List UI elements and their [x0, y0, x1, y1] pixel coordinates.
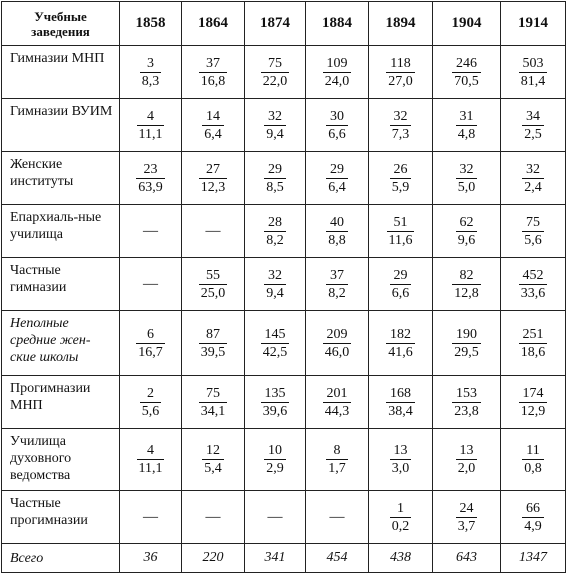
percent-value: 6,4	[204, 126, 222, 142]
fraction	[452, 326, 481, 361]
fraction	[456, 500, 478, 535]
count-value: 109	[326, 55, 348, 71]
table-cell	[120, 429, 182, 491]
table-row	[2, 311, 566, 376]
percent-value: 2,4	[524, 179, 542, 195]
percent-value: 4,8	[457, 126, 476, 142]
table-cell	[182, 99, 245, 152]
fraction	[387, 214, 415, 249]
count-value: 87	[206, 326, 220, 342]
table-cell	[182, 311, 245, 376]
table-cell	[501, 258, 566, 311]
row-label: Гимназии ВУИМ	[2, 99, 120, 152]
table-cell	[306, 152, 369, 205]
table-cell	[120, 311, 182, 376]
percent-value: 81,4	[520, 73, 546, 89]
count-value: 34	[526, 108, 540, 124]
fraction	[261, 326, 290, 361]
fraction	[261, 55, 290, 90]
count-value: 27	[206, 161, 220, 177]
dash: —	[143, 223, 158, 239]
percent-value: 9,4	[266, 285, 284, 301]
count-value: 32	[268, 267, 282, 283]
total-value: 341	[245, 544, 306, 573]
fraction	[452, 267, 481, 302]
fraction	[390, 161, 412, 196]
count-value: 251	[522, 326, 544, 342]
table-cell	[501, 429, 566, 491]
count-value: 75	[206, 385, 220, 401]
fraction	[522, 161, 544, 196]
fraction	[522, 500, 544, 535]
fraction	[522, 108, 544, 143]
fraction	[137, 442, 165, 477]
table-cell	[245, 205, 306, 258]
dash: —	[143, 276, 158, 292]
count-value: 66	[526, 500, 540, 516]
fraction	[519, 267, 548, 302]
count-value: 168	[390, 385, 411, 401]
table-cell	[182, 429, 245, 491]
count-value: 82	[459, 267, 474, 283]
fraction	[264, 108, 286, 143]
fraction	[522, 214, 544, 249]
fraction	[326, 442, 348, 477]
table-cell	[501, 152, 566, 205]
fraction	[261, 385, 290, 420]
percent-value: 16,7	[138, 344, 163, 360]
count-value: 26	[393, 161, 408, 177]
table-cell	[245, 429, 306, 491]
count-value: 37	[206, 55, 220, 71]
fraction	[519, 385, 548, 420]
fraction	[326, 161, 348, 196]
table-cell	[120, 258, 182, 311]
year-header: 1858	[120, 2, 182, 46]
table-cell	[245, 46, 306, 99]
table-cell	[433, 99, 501, 152]
table-row	[2, 205, 566, 258]
table-cell	[245, 311, 306, 376]
fraction	[456, 108, 478, 143]
fraction	[326, 108, 348, 143]
percent-value: 5,4	[204, 461, 222, 476]
percent-value: 6,4	[328, 179, 346, 195]
count-value: 4	[146, 443, 154, 458]
table-cell	[433, 491, 501, 544]
percent-value: 39,6	[262, 403, 288, 419]
fraction	[140, 385, 162, 420]
percent-value: 0,2	[391, 518, 410, 534]
table-cell	[306, 46, 369, 99]
row-label: Епархиаль-ные училища	[2, 205, 120, 258]
count-value: 201	[326, 385, 348, 401]
row-label: Гимназии МНП	[2, 46, 120, 99]
percent-value: 16,8	[200, 73, 226, 89]
count-value: 75	[526, 214, 540, 230]
fraction	[390, 108, 412, 143]
count-value: 32	[526, 161, 540, 177]
percent-value: 4,9	[524, 518, 542, 534]
fraction	[519, 55, 548, 90]
fraction	[136, 326, 165, 361]
count-value: 32	[459, 161, 474, 177]
fraction	[452, 385, 481, 420]
fraction	[199, 55, 228, 90]
table-cell	[245, 99, 306, 152]
percent-value: 5,6	[141, 403, 160, 419]
fraction	[452, 55, 481, 90]
table-cell	[245, 376, 306, 429]
percent-value: 27,0	[388, 73, 413, 89]
table-cell	[501, 376, 566, 429]
count-value: 452	[522, 267, 544, 283]
table-cell	[433, 429, 501, 491]
count-value: 503	[522, 55, 544, 71]
count-value: 13	[459, 443, 474, 458]
table-cell	[501, 46, 566, 99]
table-row	[2, 152, 566, 205]
percent-value: 3,0	[391, 461, 410, 476]
fraction	[199, 326, 228, 361]
table-cell	[120, 46, 182, 99]
percent-value: 8,5	[266, 179, 284, 195]
percent-value: 7,3	[391, 126, 410, 142]
row-label: Частные гимназии	[2, 258, 120, 311]
percent-value: 42,5	[262, 344, 288, 360]
table-row	[2, 46, 566, 99]
count-value: 153	[456, 385, 477, 401]
fraction	[264, 267, 286, 302]
percent-value: 12,3	[200, 179, 226, 195]
percent-value: 46,0	[324, 344, 350, 360]
header-row	[2, 2, 566, 46]
table-cell	[120, 99, 182, 152]
table-cell	[120, 152, 182, 205]
table-cell	[433, 258, 501, 311]
count-value: 32	[393, 108, 408, 124]
percent-value: 6,6	[328, 126, 346, 142]
table-cell	[369, 46, 433, 99]
table-cell	[306, 491, 369, 544]
fraction	[199, 385, 228, 420]
fraction	[390, 267, 412, 302]
count-value: 209	[326, 326, 348, 342]
fraction	[386, 326, 415, 361]
row-label: Прогимназии МНП	[2, 376, 120, 429]
fraction	[456, 214, 478, 249]
year-header: 1904	[433, 2, 501, 46]
fraction	[456, 442, 478, 477]
table-cell	[369, 311, 433, 376]
percent-value: 39,5	[200, 344, 226, 360]
fraction	[264, 214, 286, 249]
dash: —	[329, 509, 345, 525]
table-cell	[182, 152, 245, 205]
fraction	[202, 108, 224, 143]
count-value: 145	[264, 326, 286, 342]
table-cell	[306, 258, 369, 311]
count-value: 40	[330, 214, 344, 230]
table-row	[2, 258, 566, 311]
fraction	[264, 442, 286, 477]
total-value: 36	[120, 544, 182, 573]
table-cell	[306, 429, 369, 491]
fraction	[519, 326, 548, 361]
percent-value: 8,8	[328, 232, 346, 248]
table-cell	[433, 376, 501, 429]
total-value: 220	[182, 544, 245, 573]
table-cell	[182, 205, 245, 258]
percent-value: 5,0	[457, 179, 476, 195]
fraction	[386, 55, 415, 90]
count-value: 190	[456, 326, 477, 342]
count-value: 12	[206, 443, 220, 458]
count-value: 118	[390, 55, 411, 71]
count-value: 32	[268, 108, 282, 124]
table-cell	[369, 491, 433, 544]
fraction	[522, 442, 544, 477]
fraction	[326, 214, 348, 249]
percent-value: 11,1	[138, 126, 163, 142]
total-value: 454	[306, 544, 369, 573]
row-label: Частные прогимназии	[2, 491, 120, 544]
fraction	[323, 385, 352, 420]
table-row	[2, 491, 566, 544]
row-label: Женские институты	[2, 152, 120, 205]
row-label: Неполные средние жен-ские школы	[2, 311, 120, 376]
count-value: 182	[390, 326, 411, 342]
total-row	[2, 544, 566, 573]
table-cell	[369, 376, 433, 429]
percent-value: 41,6	[388, 344, 413, 360]
year-header: 1914	[501, 2, 566, 46]
table-cell	[369, 205, 433, 258]
count-value: 174	[522, 385, 544, 401]
year-header: 1864	[182, 2, 245, 46]
total-value: 643	[433, 544, 501, 573]
table-cell	[369, 258, 433, 311]
percent-value: 0,8	[524, 461, 542, 476]
table-cell	[306, 311, 369, 376]
fraction	[199, 267, 228, 302]
table-cell	[433, 152, 501, 205]
table-cell	[433, 311, 501, 376]
total-value: 1347	[501, 544, 566, 573]
table-row	[2, 429, 566, 491]
fraction	[137, 108, 165, 143]
count-value: 29	[330, 161, 344, 177]
dash: —	[205, 509, 221, 525]
percent-value: 29,5	[454, 344, 479, 360]
count-value: 30	[330, 108, 344, 124]
table-row	[2, 376, 566, 429]
percent-value: 23,8	[454, 403, 479, 419]
percent-value: 12,9	[520, 403, 546, 419]
fraction	[326, 267, 348, 302]
percent-value: 2,5	[524, 126, 542, 142]
table-cell	[369, 152, 433, 205]
count-value: 28	[268, 214, 282, 230]
count-value: 62	[459, 214, 474, 230]
count-value: 135	[264, 385, 286, 401]
count-value: 31	[459, 108, 474, 124]
fraction	[386, 385, 415, 420]
dash: —	[143, 509, 158, 525]
count-value: 6	[147, 326, 154, 342]
table-cell	[433, 205, 501, 258]
fraction	[323, 326, 352, 361]
percent-value: 8,3	[141, 73, 160, 89]
count-value: 37	[330, 267, 344, 283]
table-cell	[306, 376, 369, 429]
percent-value: 11,1	[138, 461, 163, 476]
percent-value: 3,7	[457, 518, 476, 534]
count-value: 75	[268, 55, 282, 71]
table-cell	[369, 99, 433, 152]
table-cell	[120, 376, 182, 429]
count-value: 2	[147, 385, 154, 401]
table-cell	[501, 311, 566, 376]
count-value: 246	[456, 55, 477, 71]
percent-value: 1,7	[328, 461, 346, 476]
year-header: 1894	[369, 2, 433, 46]
table-cell	[433, 46, 501, 99]
table-cell	[182, 376, 245, 429]
table-cell	[306, 205, 369, 258]
percent-value: 5,9	[391, 179, 410, 195]
fraction	[202, 442, 224, 477]
percent-value: 44,3	[324, 403, 350, 419]
percent-value: 5,6	[524, 232, 542, 248]
statistics-table	[1, 1, 566, 573]
year-header: 1884	[306, 2, 369, 46]
table-cell	[501, 99, 566, 152]
table-cell	[245, 491, 306, 544]
percent-value: 2,9	[266, 461, 284, 476]
fraction	[264, 161, 286, 196]
table-cell	[245, 152, 306, 205]
table-cell	[120, 491, 182, 544]
count-value: 11	[526, 443, 540, 458]
table-cell	[245, 258, 306, 311]
percent-value: 9,6	[457, 232, 476, 248]
fraction	[390, 500, 412, 535]
percent-value: 11,6	[388, 232, 413, 248]
percent-value: 24,0	[324, 73, 350, 89]
percent-value: 8,2	[328, 285, 346, 301]
count-value: 3	[147, 55, 154, 71]
dash: —	[205, 223, 221, 239]
fraction	[456, 161, 478, 196]
table-cell	[120, 205, 182, 258]
table-cell	[369, 429, 433, 491]
percent-value: 9,4	[266, 126, 284, 142]
fraction	[199, 161, 228, 196]
count-value: 8	[333, 443, 341, 458]
count-value: 4	[146, 108, 154, 124]
count-value: 29	[393, 267, 408, 283]
percent-value: 33,6	[520, 285, 546, 301]
table-cell	[501, 205, 566, 258]
count-value: 55	[206, 267, 220, 283]
count-value: 29	[268, 161, 282, 177]
count-value: 1	[397, 500, 404, 516]
table-cell	[306, 99, 369, 152]
percent-value: 8,2	[266, 232, 284, 248]
fraction	[140, 55, 162, 90]
table-cell	[182, 46, 245, 99]
fraction	[136, 161, 165, 196]
percent-value: 6,6	[391, 285, 410, 301]
table-cell	[501, 491, 566, 544]
total-label: Всего	[2, 544, 120, 573]
count-value: 14	[206, 108, 220, 124]
percent-value: 22,0	[262, 73, 288, 89]
table-cell	[182, 258, 245, 311]
row-label: Училища духовного ведомства	[2, 429, 120, 491]
percent-value: 34,1	[200, 403, 226, 419]
count-value: 51	[393, 214, 408, 230]
table-cell	[182, 491, 245, 544]
year-header: 1874	[245, 2, 306, 46]
count-value: 13	[393, 443, 408, 458]
header-label: Учебные заведения	[2, 2, 120, 46]
percent-value: 70,5	[454, 73, 479, 89]
table-row	[2, 99, 566, 152]
percent-value: 12,8	[454, 285, 479, 301]
percent-value: 38,4	[388, 403, 413, 419]
dash: —	[267, 509, 283, 525]
fraction	[323, 55, 352, 90]
total-value: 438	[369, 544, 433, 573]
count-value: 10	[268, 443, 282, 458]
percent-value: 25,0	[200, 285, 226, 301]
count-value: 23	[143, 161, 158, 177]
percent-value: 2,0	[457, 461, 476, 476]
percent-value: 18,6	[520, 344, 546, 360]
percent-value: 63,9	[138, 179, 163, 195]
fraction	[390, 442, 412, 477]
count-value: 24	[459, 500, 474, 516]
